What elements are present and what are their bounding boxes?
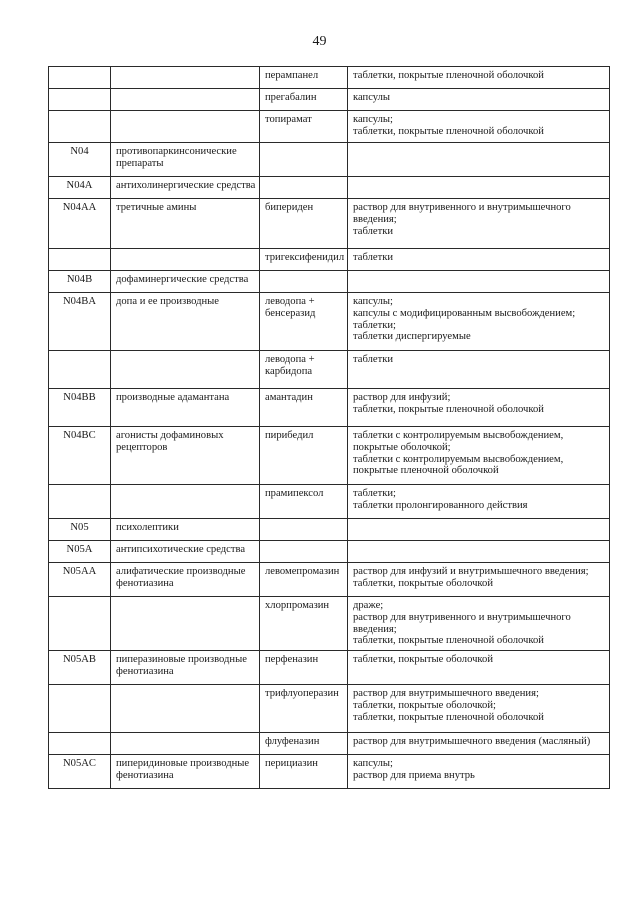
table-row [49,597,610,651]
cell-text-line: таблетки, покрытые пленочной оболочкой [353,125,544,137]
group-name-cell [111,351,260,389]
cell-text-line: раствор для внутривенного и внутримышечного [353,202,571,213]
atc-code-cell: N05A [49,541,111,563]
drug-name-cell [260,563,348,597]
cell-text-line: раствор для внутривенного и внутримышечного [353,611,571,623]
atc-code-cell: N04 [49,143,111,177]
dosage-forms-cell [348,293,610,351]
cell-text-line: таблетки, покрытые пленочной оболочкой [353,403,544,415]
group-name-cell [111,519,260,541]
cell-text-line: фенотиазина [116,769,174,781]
cell-text-line: рецепторов [116,441,168,453]
group-name-cell [111,685,260,733]
drug-name-cell [260,519,348,541]
cell-text-line: психолептики [116,522,179,533]
cell-text-line: таблетки диспергируемые [353,331,471,343]
drug-name-cell [260,685,348,733]
cell-text-line: таблетки [353,252,394,263]
group-name-cell [111,651,260,685]
cell-text-line: леводопа + [265,354,315,365]
cell-text-line: капсулы; [353,758,393,770]
cell-text-line: таблетки [353,354,394,365]
cell-text-line: пирибедил [265,430,314,441]
dosage-forms-cell [348,389,610,427]
cell-text-line: таблетки; [353,488,396,499]
table-row [49,143,610,177]
group-name-cell [111,199,260,249]
drug-name-cell [260,111,348,143]
drug-name-cell [260,199,348,249]
table-row [49,271,610,293]
atc-code-cell [49,733,111,755]
atc-code-cell: N05AC [49,755,111,789]
cell-text-line: прамипексол [265,488,324,499]
cell-text-line: фенотиазина [116,665,174,677]
atc-code-cell: N04BC [49,427,111,485]
cell-text-line: допа и ее производные [116,296,219,307]
atc-code-cell: N04B [49,271,111,293]
cell-text-line: покрытые пленочной оболочкой [353,465,499,477]
atc-code-cell [49,67,111,89]
dosage-forms-cell [348,563,610,597]
table-body [49,67,610,789]
dosage-forms-cell [348,685,610,733]
table-row [49,755,610,789]
cell-text-line: капсулы; [353,296,393,307]
table-row [49,351,610,389]
cell-text-line: агонисты дофаминовых [116,430,224,441]
table-row [49,89,610,111]
cell-text-line: раствор для внутримышечного введения; [353,688,539,700]
atc-code-cell [49,597,111,651]
cell-text-line: топирамат [265,114,312,125]
table-row [49,685,610,733]
cell-text-line: раствор для приема внутрь [353,769,475,781]
cell-text-line: флуфеназин [265,736,320,748]
drug-name-cell [260,89,348,111]
dosage-forms-cell [348,249,610,271]
cell-text-line: таблетки пролонгированного действия [353,499,528,511]
table-row [49,427,610,485]
cell-text-line: раствор для инфузий и внутримышечного введения; [353,566,589,577]
cell-text-line: левомепромазин [265,566,340,577]
cell-text-line: прегабалин [265,92,317,103]
cell-text-line: таблетки [353,225,394,237]
group-name-cell [111,427,260,485]
cell-text-line: перфеназин [265,654,319,666]
cell-text-line: раствор для инфузий; [353,392,451,403]
cell-text-line: капсулы; [353,114,393,125]
drug-name-cell [260,67,348,89]
table-row [49,67,610,89]
group-name-cell [111,755,260,789]
dosage-forms-cell [348,271,610,293]
dosage-forms-cell [348,485,610,519]
atc-code-cell: N05 [49,519,111,541]
group-name-cell [111,67,260,89]
cell-text-line: противопаркинсонические [116,146,237,157]
cell-text-line: таблетки, покрытые оболочкой [353,654,493,666]
cell-text-line: таблетки, покрытые пленочной оболочкой [353,70,544,81]
cell-text-line: таблетки, покрытые пленочной оболочкой [353,635,544,647]
cell-text-line: бенсеразид [265,307,316,319]
cell-text-line: перампанел [265,70,319,81]
cell-text-line: производные адамантана [116,392,230,403]
table-row [49,177,610,199]
cell-text-line: алифатические производные [116,566,246,577]
drug-name-cell [260,651,348,685]
group-name-cell [111,293,260,351]
cell-text-line: таблетки; [353,319,396,331]
atc-code-cell: N04AA [49,199,111,249]
dosage-forms-cell [348,755,610,789]
table-row [49,199,610,249]
table-row [49,541,610,563]
dosage-forms-cell [348,597,610,651]
group-name-cell [111,271,260,293]
cell-text-line: трифлуоперазин [265,688,339,700]
drug-name-cell [260,541,348,563]
cell-text-line: таблетки, покрытые пленочной оболочкой [353,711,544,723]
cell-text-line: пиперазиновые производные [116,654,247,666]
table-row [49,249,610,271]
cell-text-line: таблетки, покрытые оболочкой [353,577,493,589]
dosage-forms-cell [348,177,610,199]
drug-name-cell [260,351,348,389]
group-name-cell [111,89,260,111]
cell-text-line: тригексифенидил [265,252,345,263]
cell-text-line: антипсихотические средства [116,544,246,555]
cell-text-line: карбидопа [265,365,313,377]
table-row [49,733,610,755]
group-name-cell [111,597,260,651]
cell-text-line: препараты [116,157,164,169]
cell-text-line: таблетки, покрытые оболочкой; [353,699,496,711]
drug-table [48,66,610,789]
table-row [49,111,610,143]
group-name-cell [111,111,260,143]
atc-code-cell [49,485,111,519]
group-name-cell [111,485,260,519]
cell-text-line: леводопа + [265,296,315,307]
group-name-cell [111,563,260,597]
atc-code-cell: N05AB [49,651,111,685]
table-row [49,519,610,541]
cell-text-line: дофаминергические средства [116,274,249,285]
cell-text-line: покрытые оболочкой; [353,441,451,453]
group-name-cell [111,143,260,177]
atc-code-cell [49,249,111,271]
page-number: 49 [312,34,327,49]
atc-code-cell: N04BA [49,293,111,351]
cell-text-line: бипериден [265,202,314,213]
drug-name-cell [260,597,348,651]
dosage-forms-cell [348,651,610,685]
atc-code-cell: N04BB [49,389,111,427]
dosage-forms-cell [348,199,610,249]
group-name-cell [111,541,260,563]
cell-text-line: введения; [353,623,397,635]
group-name-cell [111,389,260,427]
cell-text-line: третичные амины [116,202,197,213]
dosage-forms-cell [348,111,610,143]
drug-name-cell [260,389,348,427]
dosage-forms-cell [348,89,610,111]
drug-name-cell [260,271,348,293]
dosage-forms-cell [348,541,610,563]
table-row [49,651,610,685]
atc-code-cell [49,111,111,143]
dosage-forms-cell [348,427,610,485]
drug-name-cell [260,733,348,755]
table-row [49,485,610,519]
cell-text-line: капсулы с модифицированным высвобождением; [353,307,576,319]
atc-code-cell [49,351,111,389]
cell-text-line: раствор для внутримышечного введения (масляный) [353,736,591,748]
dosage-forms-cell [348,519,610,541]
table-row [49,293,610,351]
table-row [49,389,610,427]
cell-text-line: амантадин [265,392,313,403]
drug-name-cell [260,293,348,351]
dosage-forms-cell [348,67,610,89]
atc-code-cell [49,685,111,733]
dosage-forms-cell [348,733,610,755]
atc-code-cell: N04A [49,177,111,199]
dosage-forms-cell [348,351,610,389]
drug-name-cell [260,427,348,485]
cell-text-line: антихолинергические средства [116,180,256,191]
cell-text-line: фенотиазина [116,577,174,589]
group-name-cell [111,177,260,199]
table-row [49,563,610,597]
cell-text-line: введения; [353,213,397,225]
cell-text-line: капсулы [353,92,391,103]
cell-text-line: пиперидиновые производные [116,758,250,770]
drug-name-cell [260,249,348,271]
drug-name-cell [260,485,348,519]
cell-text-line: перициазин [265,758,318,770]
cell-text-line: таблетки с контролируемым высвобождением, [353,430,564,441]
cell-text-line: таблетки с контролируемым высвобождением, [353,453,564,465]
drug-name-cell [260,177,348,199]
atc-code-cell [49,89,111,111]
dosage-forms-cell [348,143,610,177]
drug-name-cell [260,143,348,177]
group-name-cell [111,249,260,271]
atc-code-cell: N05AA [49,563,111,597]
group-name-cell [111,733,260,755]
cell-text-line: хлорпромазин [265,600,330,611]
drug-name-cell [260,755,348,789]
cell-text-line: драже; [353,600,384,611]
